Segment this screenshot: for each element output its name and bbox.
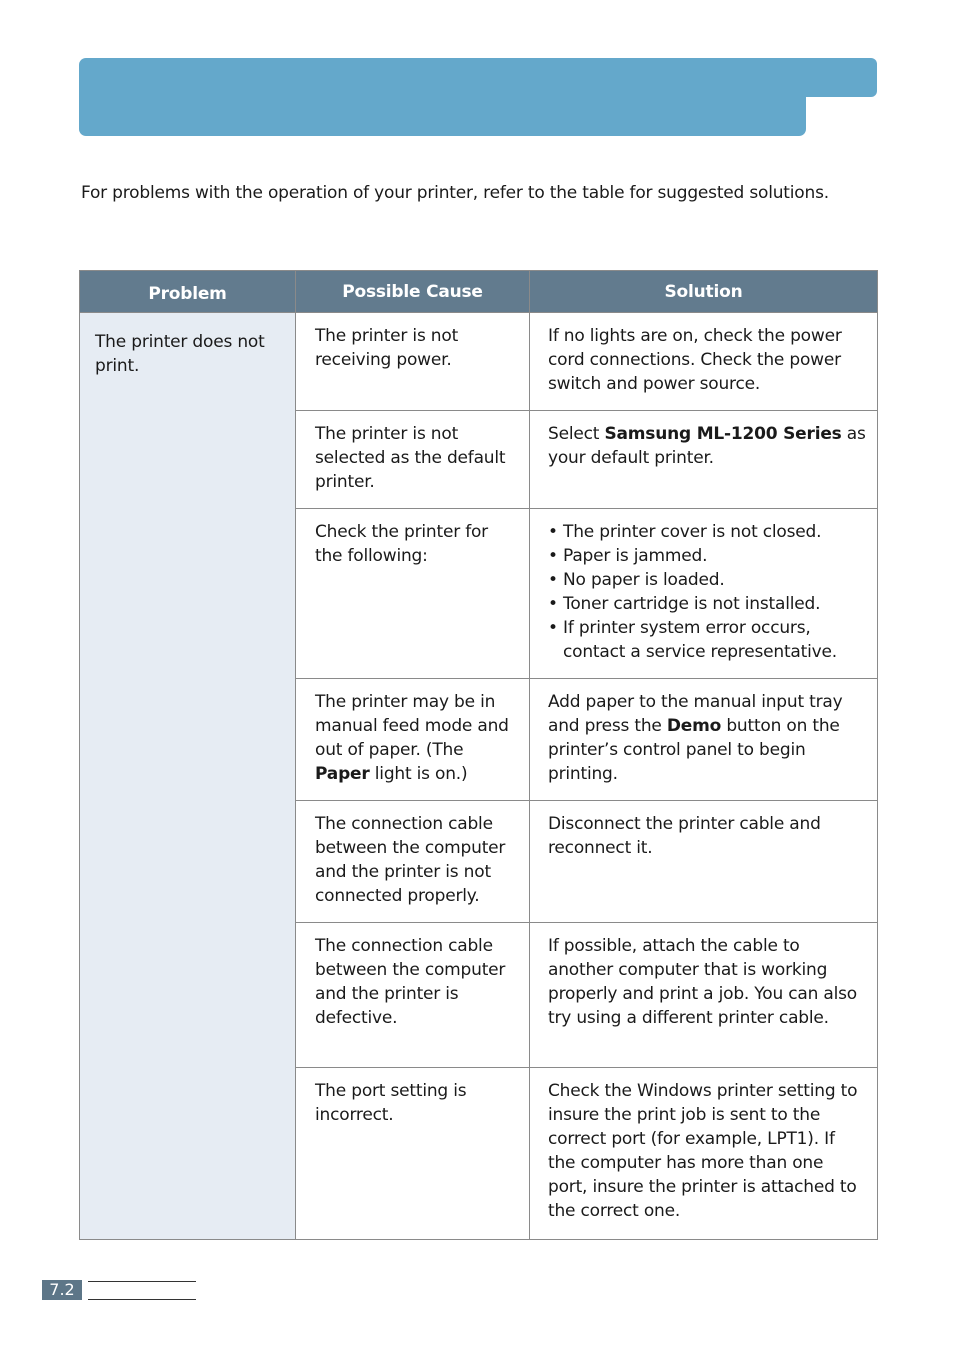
bullet-item: • No paper is loaded. — [548, 570, 725, 590]
solution-text: button on the printer’s control panel to begin printing. — [548, 716, 840, 784]
bullet-item: • If printer system error occurs, contact a service representative. — [548, 618, 837, 662]
header-problem: Problem — [80, 271, 296, 313]
cause-cell — [296, 509, 530, 679]
cause-text: The printer is not selected as the default printer. — [315, 424, 506, 492]
cause-cell — [296, 1068, 530, 1240]
solution-cell — [530, 1068, 878, 1240]
problem-text: The printer does not print. — [95, 332, 265, 376]
solution-text: Disconnect the printer cable and reconnect it. — [548, 814, 821, 858]
cause-cell — [296, 801, 530, 923]
cause-cell — [296, 679, 530, 801]
solution-bold-text: Demo — [666, 716, 722, 736]
solution-cell — [530, 313, 878, 411]
cause-text: The port setting is incorrect. — [315, 1081, 467, 1125]
cause-text: Check the printer for the following: — [315, 522, 488, 566]
bullet-item: • The printer cover is not closed. — [548, 522, 822, 542]
solution-cell — [530, 509, 878, 679]
cause-bold-text: Paper — [315, 764, 370, 784]
solution-text: Check the Windows printer setting to insure the print job is sent to the correct port (for example, LPT1). If the computer has more than one port, insure the printer is attached to the correct one. — [548, 1081, 858, 1221]
solution-cell — [530, 923, 878, 1068]
intro-text: For problems with the operation of your printer, refer to the table for suggested solutions. — [81, 183, 829, 203]
cause-text: The printer is not receiving power. — [315, 326, 459, 370]
solution-text: If possible, attach the cable to another computer that is working properly and print a job. You can also try using a different printer cable. — [548, 936, 857, 1028]
solution-cell — [530, 411, 878, 509]
footer-rule — [88, 1281, 196, 1282]
solution-text: as your default printer. — [548, 424, 866, 468]
solution-text: If no lights are on, check the power cord connections. Check the power switch and power source. — [548, 326, 842, 394]
cause-text: The connection cable between the computer and the printer is not connected properly. — [315, 814, 506, 906]
cause-cell — [296, 411, 530, 509]
troubleshooting-table — [79, 270, 878, 1240]
cause-text: light is on.) — [369, 764, 468, 784]
cause-text: The connection cable between the computer and the printer is defective. — [315, 936, 506, 1028]
solution-text: Select — [548, 424, 605, 444]
solution-bold-text: Samsung ML-1200 Series — [604, 424, 842, 444]
header-solution: Solution — [530, 271, 878, 313]
cause-cell — [296, 313, 530, 411]
table-header-row — [80, 271, 878, 313]
footer-rule — [88, 1299, 196, 1300]
solution-cell — [530, 801, 878, 923]
cause-cell — [296, 923, 530, 1068]
solution-cell — [530, 679, 878, 801]
problem-cell — [80, 313, 296, 1240]
chapter-banner — [79, 58, 806, 136]
table-row — [80, 313, 878, 411]
cause-text: The printer may be in manual feed mode and out of paper. (The — [315, 692, 509, 760]
solution-text: Add paper to the manual input tray and press the — [548, 692, 843, 736]
header-possible-cause: Possible Cause — [296, 271, 530, 313]
chapter-banner-tab — [800, 58, 877, 97]
bullet-item: • Paper is jammed. — [548, 546, 708, 566]
bullet-item: • Toner cartridge is not installed. — [548, 594, 821, 614]
page-number: 7.2 — [42, 1280, 82, 1300]
